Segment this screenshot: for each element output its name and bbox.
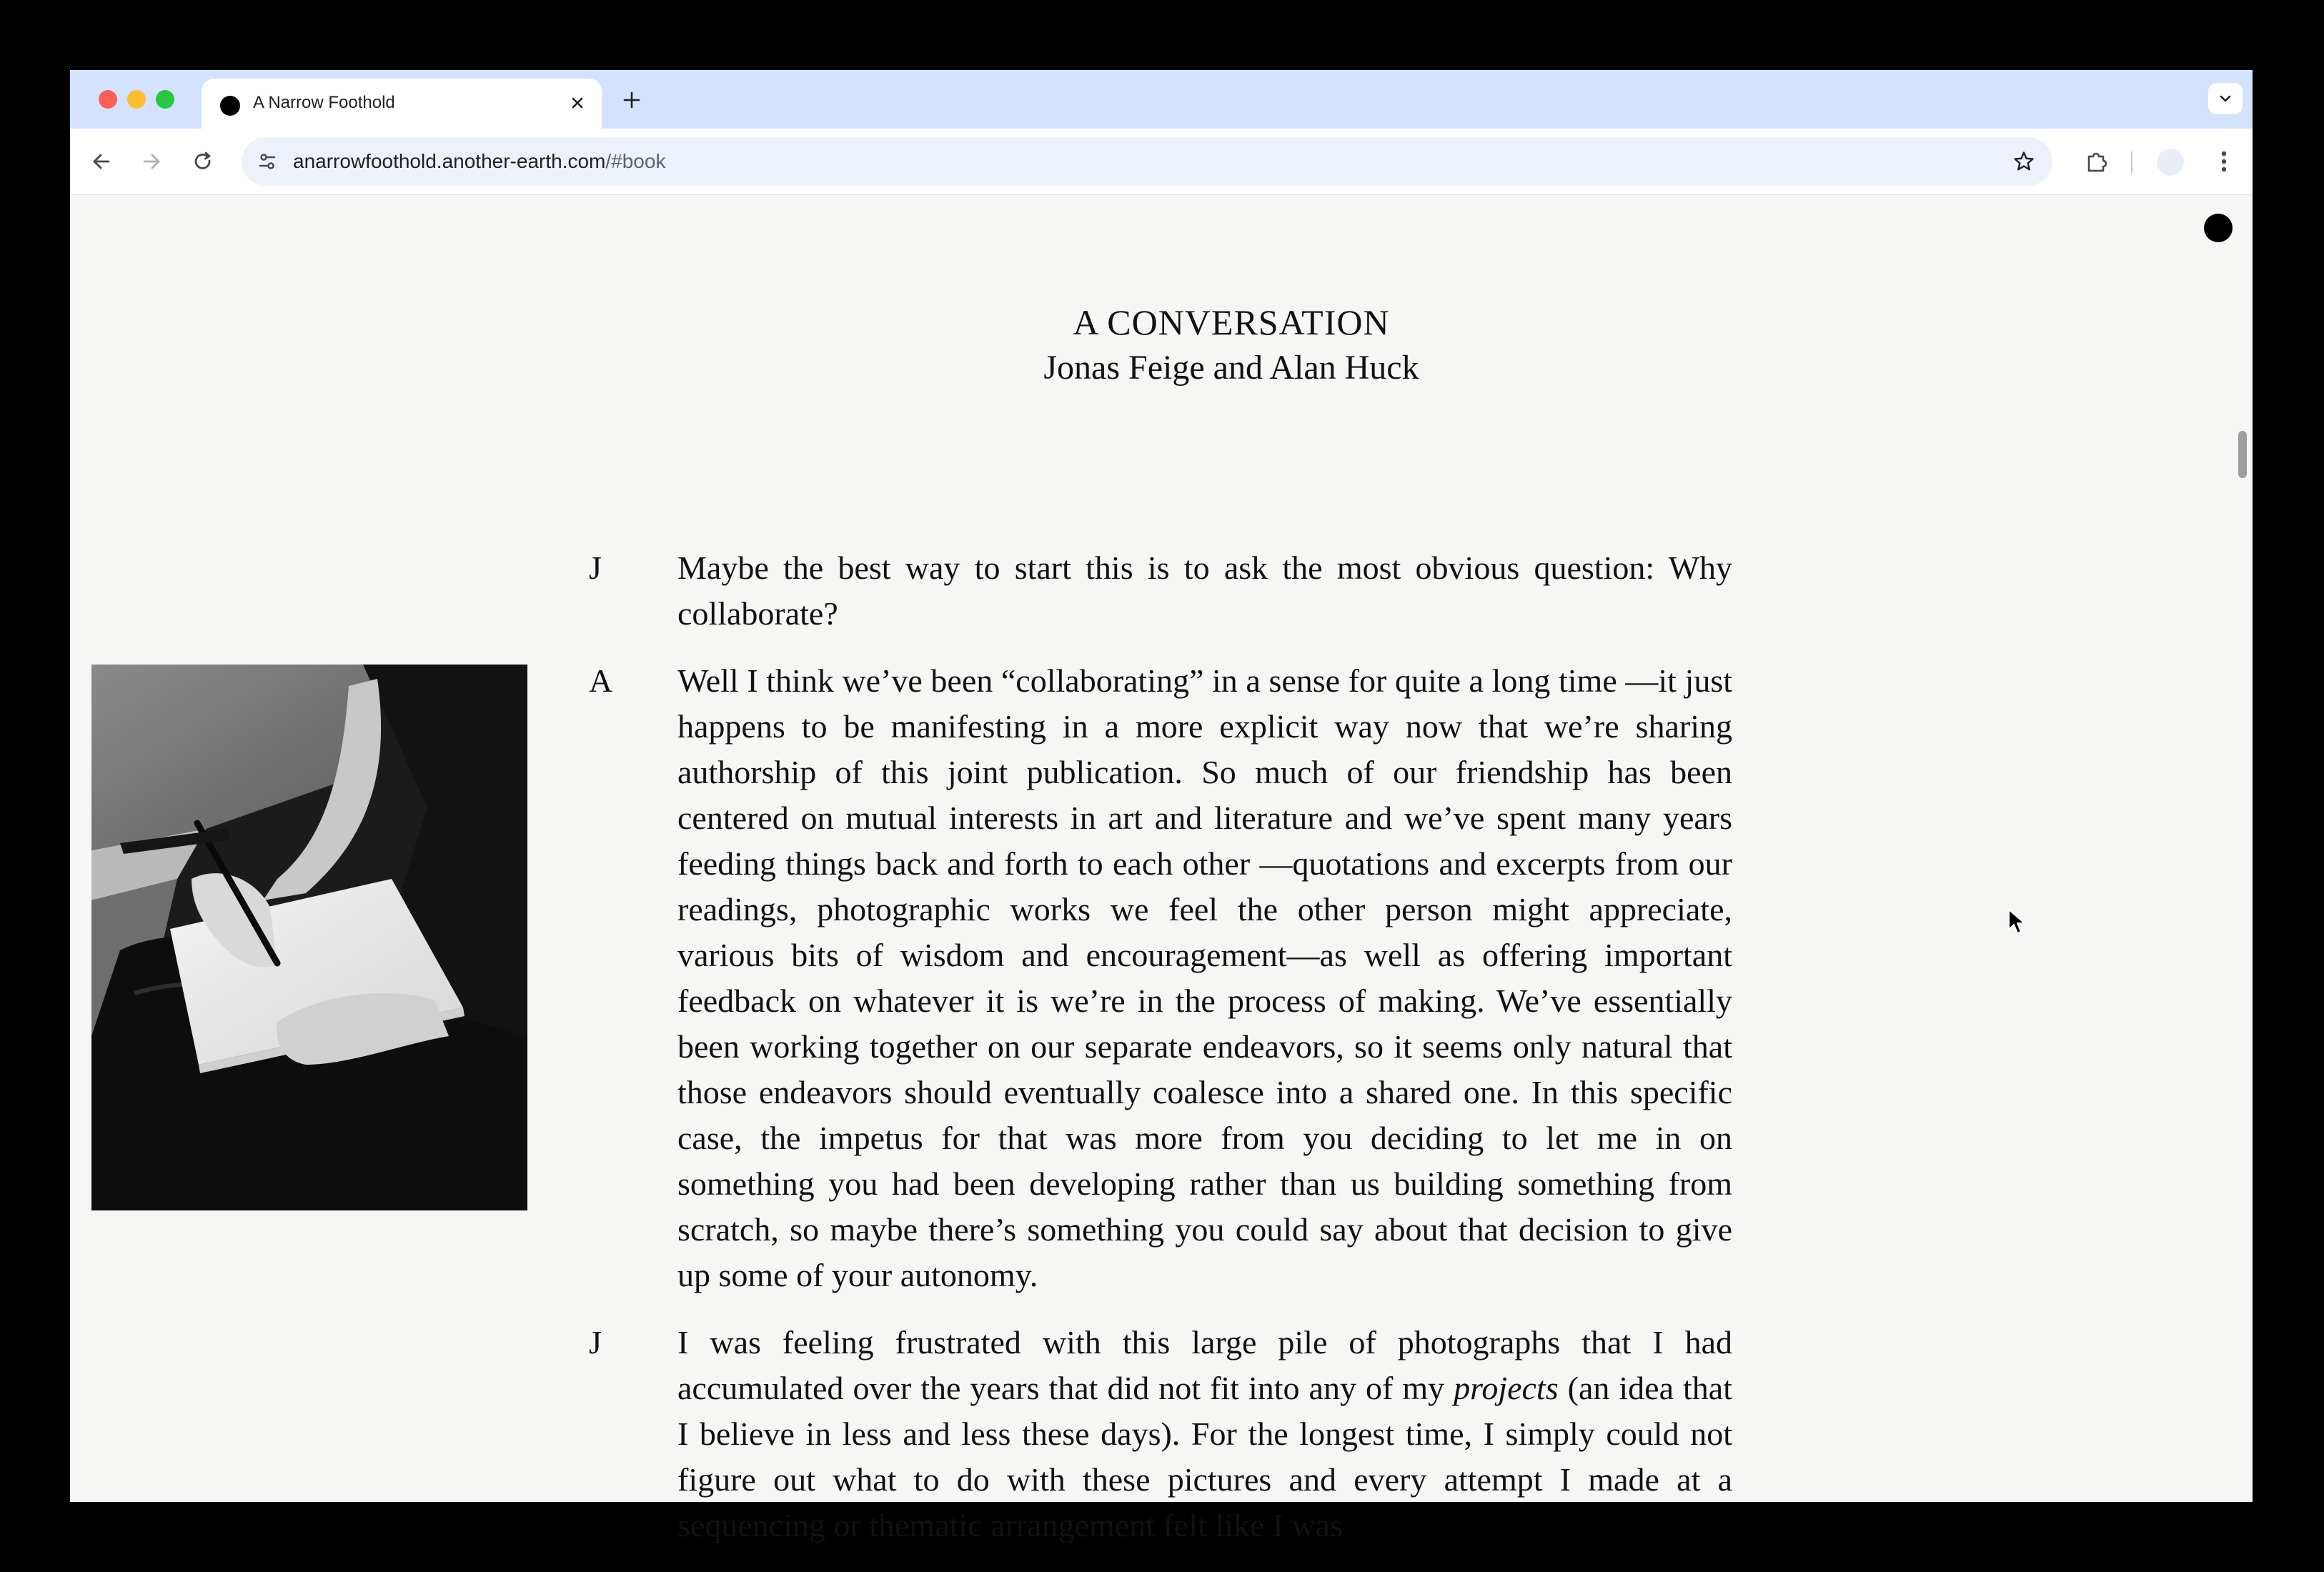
- chevron-down-icon[interactable]: [2208, 83, 2243, 114]
- minimize-window-button[interactable]: [127, 90, 146, 109]
- plus-icon[interactable]: [619, 87, 645, 113]
- dialogue-turn: [589, 1320, 1804, 1548]
- avatar[interactable]: [2157, 149, 2184, 176]
- reload-icon[interactable]: [186, 144, 220, 179]
- speaker-initial: A: [589, 662, 613, 699]
- close-window-button[interactable]: [99, 90, 117, 109]
- puzzle-icon[interactable]: [2080, 144, 2114, 179]
- browser-window: [70, 70, 2253, 1543]
- arrow-right-icon[interactable]: [134, 144, 169, 179]
- tune-icon[interactable]: [253, 147, 282, 176]
- speech-text-part: I was feeling frustrated with this large pile of photographs that I had accumulated over the years that did not fit into any of my: [677, 1324, 1732, 1406]
- toolbar-divider: [2131, 151, 2132, 173]
- article-heading: [570, 299, 1892, 391]
- favicon-icon: [220, 96, 240, 116]
- speech-text: [677, 1320, 1732, 1548]
- speech-text-part: (an idea that I believe in less and less these days). For the longest time, I simply could not figure out what to do with these pictures and every attempt I made at a sequencing or thematic arrangement felt like I was: [677, 1370, 1733, 1543]
- page-title: A CONVERSATION: [1073, 302, 1390, 342]
- speaker-initial: J: [589, 549, 602, 586]
- tab-title: A Narrow Foothold: [253, 93, 395, 112]
- speech-text-italic: projects: [1454, 1370, 1559, 1406]
- star-icon[interactable]: [2010, 147, 2038, 176]
- article-photo: [91, 665, 527, 1210]
- close-icon[interactable]: [565, 90, 590, 116]
- dialogue-turn: [589, 658, 1804, 1298]
- speech-text: Maybe the best way to start this is to ask the most obvious question: Why collaborate?: [677, 549, 1732, 632]
- address-bar[interactable]: [242, 137, 2052, 186]
- scrollbar[interactable]: [2238, 431, 2247, 478]
- speech-text: Well I think we’ve been “collaborating” in a sense for quite a long time —it just happens to be manifesting in a more explicit way now that we’re sharing authorship of this joint publication. So much of our friendship has been centered on mutual interests in art and literature and we’ve spent many years feeding things back and forth to each other —quotations and excerpts from our readings, photographic works we feel the other person might appreciate, various bits of wisdom and encouragement—as well as offering important feedback on whatever it is we’re in the process of making. We’ve essentially been working together on our separate endeavors, so it seems only natural that those endeavors should eventually coalesce into a shared one. In this specific case, the impetus for that was more from you deciding to let me in on something you had been developing rather than us building something from scratch, so maybe there’s something you could say about that decision to give up some of your autonomy.: [677, 662, 1732, 1293]
- tab-active[interactable]: [202, 79, 602, 129]
- arrow-left-icon[interactable]: [84, 144, 119, 179]
- photo-illustration: [91, 665, 527, 1210]
- mouse-cursor-icon: [2007, 908, 2028, 937]
- kebab-icon[interactable]: [2207, 144, 2241, 179]
- speaker-initial: J: [589, 1324, 602, 1360]
- article-authors: Jonas Feige and Alan Huck: [1043, 349, 1419, 387]
- dialogue-turn: [589, 545, 1804, 637]
- menu-dot-button[interactable]: [2204, 214, 2233, 242]
- page-content: [70, 195, 2253, 1543]
- tab-strip: [70, 70, 2253, 129]
- toolbar: [70, 129, 2253, 195]
- zoom-window-button[interactable]: [156, 90, 174, 109]
- url-host: anarrowfoothold.another-earth.com: [293, 150, 606, 172]
- url-path: /#book: [605, 150, 666, 172]
- url-text[interactable]: [293, 150, 665, 173]
- dialogue: [589, 545, 1804, 1570]
